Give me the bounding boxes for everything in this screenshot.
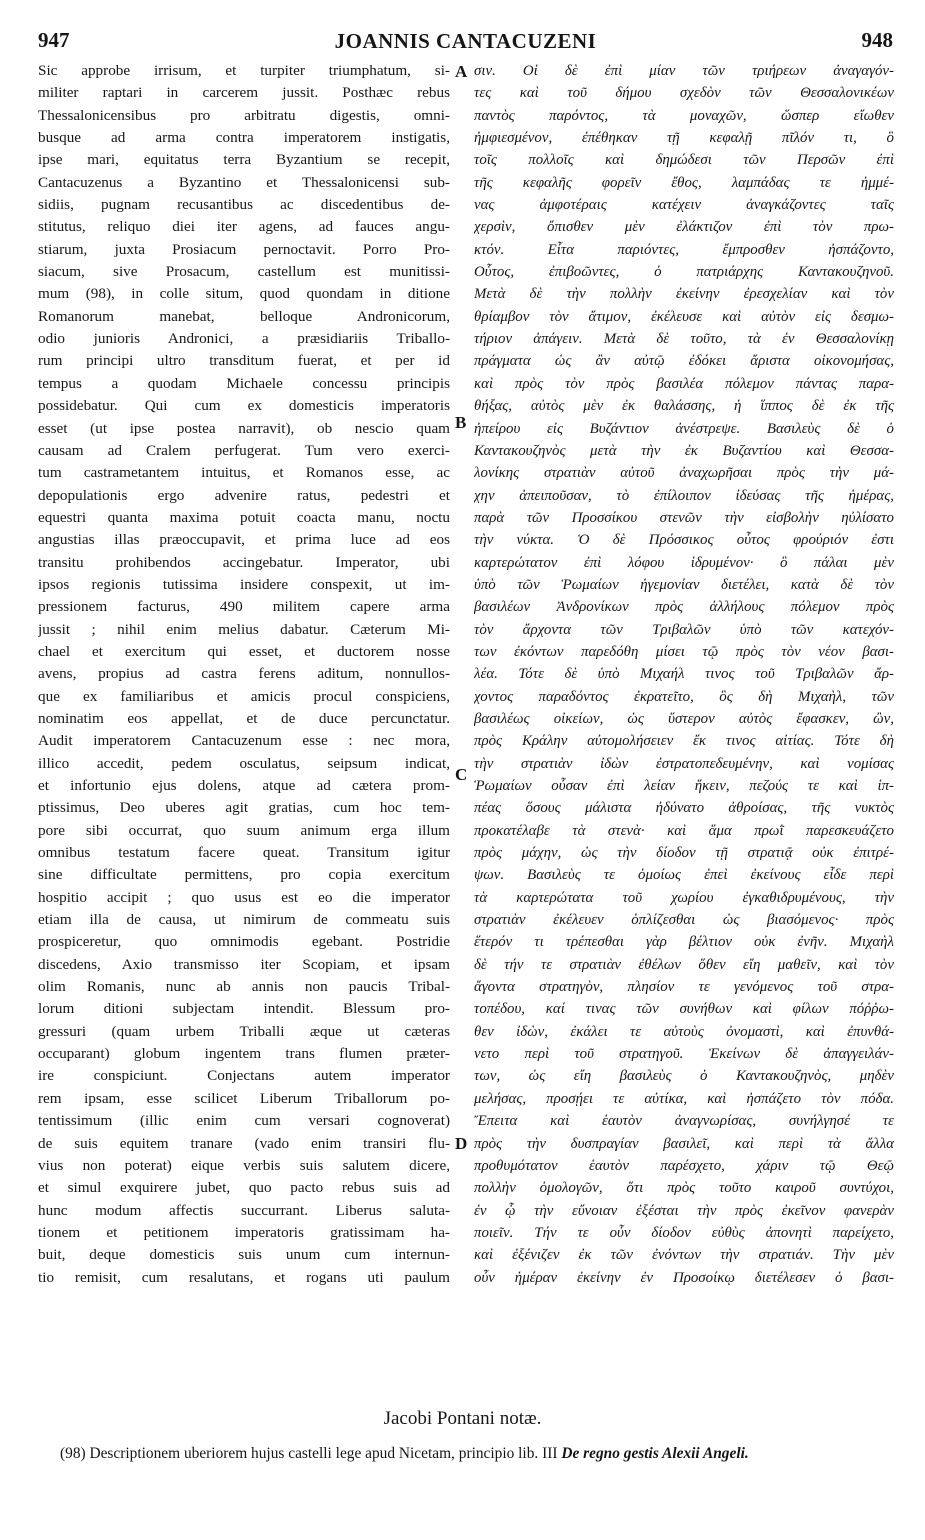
latin-line: discedens, Axio transmisso iter Scopiam, et ipsam [38,955,450,973]
greek-line: πρὸς Κράλην αὐτομολήσειεν ἔκ τινος αἰτίας. Τότε δὴ [474,733,894,750]
greek-line: ἠπείρου εἰς Βυζάντιον ἀνέστρεψε. Βασιλεὺς δὲ ὁ [474,420,894,437]
latin-line: vius non poterat) eique verbis suis salutem dicere, [38,1156,450,1174]
latin-line: odio junioris Andronici, a præsidiariis Triballo- [38,330,450,348]
latin-line: hospitio accipit ; quo usus est eo die imperator [38,888,450,906]
footnote [60,1444,890,1463]
latin-line: chael et exercitum qui esset, et ductorem nosse [38,642,450,660]
margin-marker-c: C [455,765,468,784]
latin-line: ipsos regionis tutissima insidere conspexit, ut im- [38,575,450,593]
latin-line: etiam illa de causa, ut nimirum de commeatu suis [38,911,450,929]
greek-line: καὶ πρὸς τὸν πρὸς βασιλέα πόλεμον πάντας παρα- [474,375,894,392]
latin-line: de suis equitem tranare (vado enim transiri flu- [38,1134,450,1152]
latin-line: siacum, sive Prosacum, castellum est munitissi- [38,263,450,281]
latin-line: tionem et petitionem imperatoris gratissimam ha- [38,1223,450,1241]
greek-line: θήξας, αὐτὸς μὲν ἐκ θαλάσσης, ἡ ἵππος δὲ ἐκ τῆς [474,398,894,415]
greek-line: πολλὴν ὁμολογῶν, ὅτι πρὸς τοῦτο καιροῦ συντύχοι, [474,1180,894,1197]
latin-line: omnibus testatum facere queat. Transitum igitur [38,844,450,862]
greek-line: ψων. Βασιλεὺς τε ὁμοίως ἐπεὶ ἐκείνους εἶδε περὶ [474,867,894,884]
greek-line: Ῥωμαίων οὖσαν ἐπὶ λείαν ἥκειν, πεζούς τε καὶ ἱπ- [474,778,894,794]
page-number-left: 947 [38,28,70,52]
greek-line: δὲ τήν τε στρατιὰν ἐθέλων ὅθεν εἴη μαθεῖν, καὶ τὸν [474,956,894,973]
greek-line: ἄγοντα στρατηγὸν, πλησίον τε γενόμενος τοῦ στρα- [474,979,894,996]
greek-line: οὖν ἡμέραν ἐκείνην ἐν Προσοίκῳ διετέλεσεν ὁ βασι- [474,1269,894,1286]
greek-line: κτόν. Εἶτα παριόντες, ἔμπροσθεν ἠσπάζοντο, [474,241,894,258]
greek-line: παρὰ τῶν Προσσίκου στενῶν τὴν εἰσβολὴν ηὐλίσατο [474,509,894,526]
greek-line: Μετὰ δὲ τὴν πολλὴν ἐκείνην ἐρεσχελίαν καὶ τὸν [474,286,894,303]
latin-line: Audit imperatorem Cantacuzenum esse : nec mora, [38,732,450,750]
latin-line: rem ipsam, esse scilicet Liberum Triballorum po- [38,1089,450,1107]
greek-line: πέας ὅσους μάλιστα ἠδύνατο ἀθροίσας, τῆς νυκτὸς [474,800,894,817]
greek-line: χερσὶν, ὄπισθεν μὲν ἐλάκτιζον ἐπὶ τὸν πρω- [474,219,894,236]
greek-column [474,60,894,1289]
latin-line: hunc modum affectis succurrant. Liberus saluta- [38,1201,450,1219]
latin-line: busque ad arma contra imperatorem instigatis, [38,129,450,147]
latin-line: militer raptari in carcerem jussit. Posthæc rebus [38,84,450,102]
latin-line: depopulationis ergo advenire ratus, pedestri et [38,486,450,504]
greek-line: τὴν στρατιὰν ἰδὼν ἐστρατοπεδευμένην, καὶ νομίσας [474,755,894,772]
latin-line: prospiceretur, quo omnimodis egebant. Postridie [38,933,450,951]
latin-line: rum principi ultro transditum fuerat, et per id [38,352,450,370]
latin-line: illico accedit, pedem osculatus, seipsum indicat, [38,754,450,772]
greek-line: τες καὶ τοῦ δήμου σχεδὸν τῶν Θεσσαλονικέων [474,85,894,102]
greek-line: ὑπὸ τῶν Ῥωμαίων ἡγεμονίαν διετέλει, κατὰ δὲ τὸν [474,576,894,593]
greek-line: προκατέλαβε τὰ στενὰ· καὶ ἅμα πρωῒ παρεσκευάζετο [474,822,894,839]
latin-line: olim Romanis, nunc ab annis non paucis Tribal- [38,978,450,996]
greek-line: τὸν ἄρχοντα τῶν Τριβαλῶν ὑπὸ τῶν κατεχόν- [474,621,894,638]
greek-line: χην ἀπειποῦσαν, τὸ ἐπίλοιπον ἰδεύσας τῆς ἡμέρας, [474,487,894,504]
latin-line: et infortunio ejus dolens, atque ad cætera prom- [38,777,450,794]
greek-line: θεν ἰδὼν, ἐκάλει τε αὐτοὺς ὀνομαστὶ, καὶ ἐπυνθά- [474,1023,894,1040]
latin-line: nominatim eos appellat, et de duce percunctatur. [38,709,450,727]
greek-line: λέα. Τότε δὲ ὑπὸ Μιχαήλ τινος τοῦ Τριβαλῶν ἄρ- [474,666,894,683]
footnote-italic-title: De regno gestis Alexii Angeli. [561,1445,749,1462]
latin-column [38,60,450,1289]
greek-line: χοντος παραδόντος ἐκρατεῖτο, ὃς δὴ Μιχαὴλ, τῶν [474,688,894,705]
latin-line: transitu prohibendos accingebatur. Imperator, ubi [38,553,450,571]
greek-line: Οὗτος, ἐπιβοῶντες, ὁ πατριάρχης Καντακουζηνοῦ. [474,264,894,281]
greek-line: τὴν νύκτα. Ὁ δὲ Πρόσσικος οὗτος φρούριόν ἐστι [474,532,894,549]
greek-line: ποιεῖν. Τήν τε οὖν δίοδον εὐθὺς ἀπονητὶ παρείχετο, [474,1224,894,1241]
greek-line: πρὸς μάχην, ὡς τὴν δίοδον τῇ στρατιᾷ οὐκ ἐπιτρέ- [474,845,894,862]
margin-marker-a: A [455,62,468,81]
notes-heading: Jacobi Pontani notæ. [383,1408,542,1429]
greek-line: ἕτερόν τι τρέπεσθαι γὰρ βέλτιον οὐκ ἐνῆν. Μιχαὴλ [474,934,894,951]
latin-line: occuparant) globum ingentem trans flumen præter- [38,1045,450,1063]
greek-line: σιν. Οἱ δὲ ἐπὶ μίαν τῶν τριήρεων ἀναγαγόν- [474,63,894,79]
latin-line: tentissimum (illic enim cum versari cognoverat) [38,1112,450,1130]
greek-line: πράγματα ὡς ἂν αὐτῷ ἐδόκει ἄριστα οἰκονομήσας, [474,353,894,370]
greek-line: στρατιὰν ἐκέλευεν ὁπλίζεσθαι ὡς βιασόμενος· πρὸς [474,912,894,929]
latin-line: buit, deque domesticis suis unum cum internun- [38,1246,450,1264]
latin-line: ptissimus, Deo uberes agit gratias, cum hoc tem- [38,799,450,817]
latin-line: esset (ut ipse postea narravit), ob nescio quam [38,419,450,437]
latin-line: et simul exquirere jubet, quo pacto rebus suis ad [38,1179,450,1197]
latin-line: pressionem facturus, 490 militem capere arma [38,598,450,616]
greek-line: βασιλέων Ἀνδρονίκων πρὸς ἀλλήλους πόλεμον πρὸς [474,599,894,616]
latin-line: lorum ditioni subjectam intendit. Blessum pro- [38,1000,450,1018]
greek-line: νας ἀμφοτέραις κατέχειν ἀναγκάζοντες ταῖς [474,197,894,214]
running-title: JOANNIS CANTACUZENI [334,29,597,53]
latin-line: causam ad Cralem perfugerat. Tum vero exerci- [38,441,450,459]
latin-line: possidebatur. Qui cum ex domesticis imperatoris [38,397,450,415]
margin-marker-b: B [455,413,467,432]
latin-line: tio remisit, cum resalutans, et rogans uti paulum [38,1268,450,1286]
latin-line: Cantacuzenus a Byzantino et Thessalonicensi sub- [38,173,450,191]
latin-line: sidiis, pugnam recusantibus ac discedentibus de- [38,196,450,214]
greek-line: Καντακουζηνὸς μετὰ τὴν ἐκ Βυζαντίου καὶ Θεσσα- [474,442,894,459]
greek-line: μελήσας, προσῄει τε αὐτίκα, καὶ ἠσπάζετο τὸν πόδα. [474,1090,894,1107]
latin-line: stiarum, juxta Prosiacum pernoctavit. Porro Pro- [38,240,450,258]
latin-line: angustias illas præoccupavit, et prima luce ad eos [38,531,450,549]
latin-line: tum castrametantem intuitus, et Romanos esse, ac [38,464,450,482]
footnote-text: (98) Descriptionem uberiorem hujus castelli lege apud Nicetam, principio lib. III [60,1445,558,1462]
latin-line: equestri quanta maxima potuit coacta manu, noctu [38,508,450,526]
latin-line: gressuri (quam urbem Triballi æque ut cæteras [38,1022,450,1040]
greek-line: καρτερώτατον ἐπὶ λόφου ἱδρυμένον· ὃ πάλαι μὲν [474,554,894,571]
greek-line: νετο περὶ τοῦ στρατηγοῦ. Ἐκείνων δὲ ἀπαγγειλάν- [474,1046,894,1063]
greek-line: βασιλέως οἰκείων, ὡς ὕστερον αὐτὸς ἔφασκεν, ὢν, [474,710,894,727]
greek-line: πρὸς τὴν δυσπραγίαν βασιλεῖ, καὶ περὶ τὰ ἄλλα [474,1135,894,1152]
greek-line: ἠμφιεσμένον, ἐπέθηκαν τῇ κεφαλῇ πῖλόν τι, ὃ [474,130,894,147]
latin-line: Thessalonicensibus pro arbitratu digestis, omni- [38,106,450,124]
latin-line: ire conspiciunt. Conjectans autem imperator [38,1067,450,1085]
greek-line: ἐν ᾧ τὴν εὔνοιαν ἐξέσται τὴν πρὸς ἐκεῖνον φανερὰν [474,1202,894,1219]
greek-line: τῆς κεφαλῆς φορεῖν ἔθος, λαμπάδας τε ἡμμέ- [474,174,894,191]
greek-line: τὰ καρτερώτατα τοῦ χωρίου ἐγκαθιδρυμένους, τὴν [474,889,894,906]
greek-line: τοῖς πολλοῖς καὶ δημώδεσι τῶν Περσῶν ἐπὶ [474,152,894,169]
latin-line: ipse mari, equitatus terra Byzantium se recepit, [38,151,450,169]
latin-line: jussit ; nihil enim melius dabatur. Cæterum Mi- [38,620,450,638]
greek-line: Ἔπειτα καὶ ἑαυτὸν ἀναγνωρίσας, συνήλγησέ τε [474,1113,894,1130]
latin-line: tempus a quodam Michaele concessu principis [38,374,450,392]
greek-line: των ἐκόντων παρεδόθη μίσει τῷ πρὸς τὸν νέον βασι- [474,643,894,660]
latin-line: avens, propius ad castra ferens aditum, nonnullos- [38,665,450,683]
greek-line: τήριον ἀπάγειν. Μετὰ δὲ τοῦτο, τὰ ἐν Θεσσαλονίκῃ [474,331,894,348]
latin-line: pore sibi occurrat, quo suum animum erga illum [38,821,450,839]
latin-line: stitutus, reliquo diei iter agens, ad fauces angu- [38,218,450,236]
greek-line: καὶ ἐξένιζεν ἐκ τῶν ἐνόντων τὴν στρατιάν. Τὴν μὲν [474,1247,894,1264]
latin-line: Romanorum manebat, belloque Andronicorum, [38,307,450,325]
greek-line: προθυμότατον ἑαυτὸν παρέσχετο, χάριν τῷ Θεῷ [474,1157,894,1174]
latin-line: Sic approbe irrisum, et turpiter triumphatum, si- [38,62,450,79]
greek-line: των, ὡς εἴη βασιλεὺς ὁ Καντακουζηνὸς, μηδὲν [474,1068,894,1085]
margin-marker-d: D [455,1134,468,1153]
latin-line: mum (98), in colle situm, quod quondam in ditione [38,285,450,303]
running-header [38,28,893,58]
greek-line: θρίαμβον τὸν ἄτιμον, ἐκέλευσε καὶ αὐτὸν εἰς δεσμω- [474,308,894,325]
latin-line: que ex familiaribus et amicis procul conspiciens, [38,687,450,705]
greek-line: παντὸς παρόντος, τὰ μοναχῶν, ὥσπερ εἴωθεν [474,107,894,124]
greek-line: λονίκης στρατιὰν αὐτοῦ ἀναχωρῆσαι πρὸς τὴν μά- [474,465,894,482]
latin-line: sine difficultate permittens, pro copia exercitum [38,866,450,884]
page-number-right: 948 [861,28,893,52]
greek-line: τοπέδου, καί τινας τῶν συνήθων καὶ φίλων πόῤῥω- [474,1001,894,1018]
